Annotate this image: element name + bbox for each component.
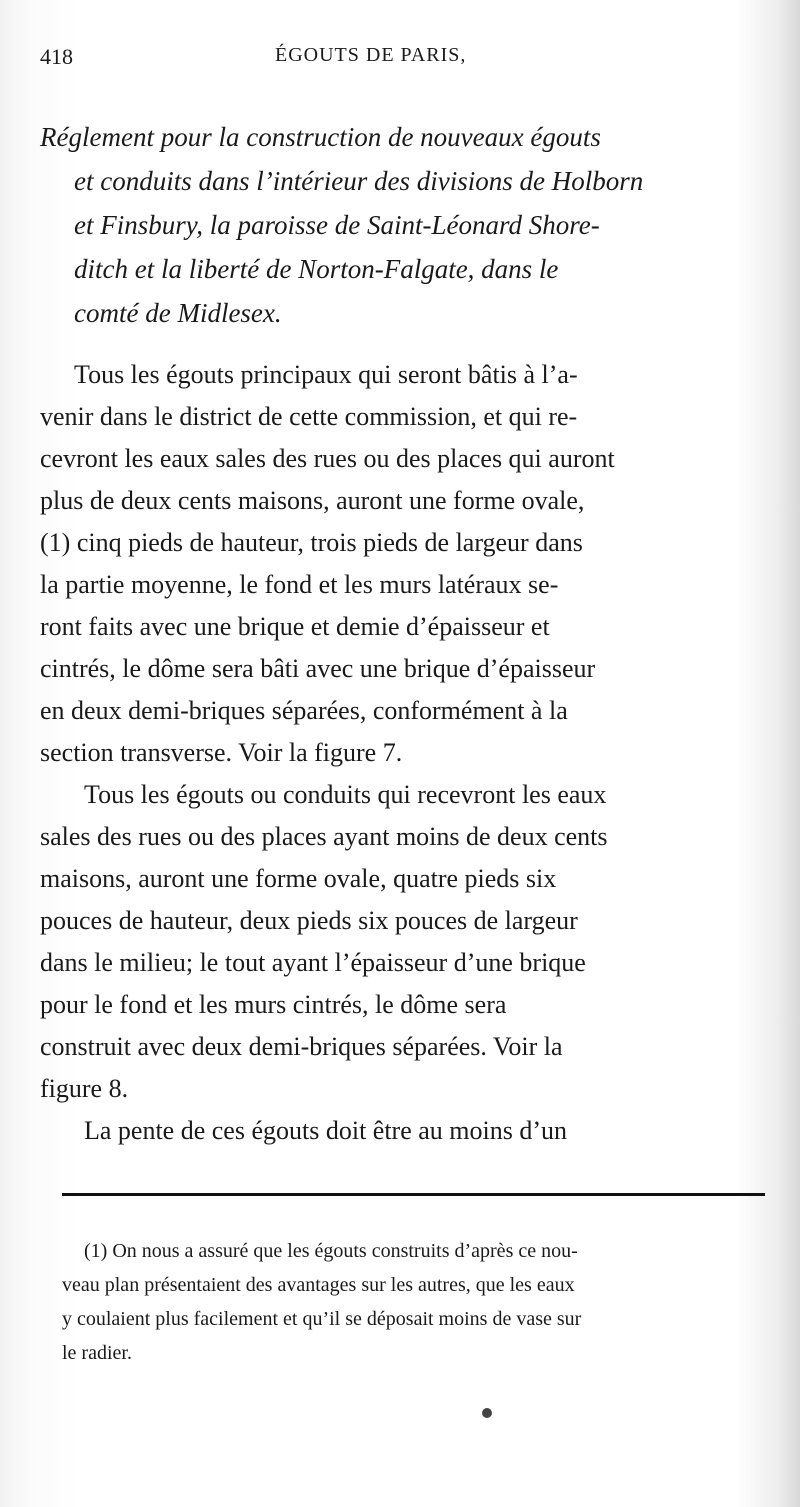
body-line: cevront les eaux sales des rues ou des places qui auront bbox=[40, 444, 615, 473]
body-line: Tous les égouts ou conduits qui recevront les eaux bbox=[84, 780, 607, 809]
body-line: (1) cinq pieds de hauteur, trois pieds de largeur dans bbox=[40, 528, 583, 557]
title-line: ditch et la liberté de Norton-Falgate, dans le bbox=[74, 254, 559, 284]
body-line: section transverse. Voir la figure 7. bbox=[40, 738, 403, 767]
body-line: construit avec deux demi-briques séparées. Voir la bbox=[40, 1032, 563, 1061]
title-line: et conduits dans l’intérieur des divisions de Holborn bbox=[74, 166, 644, 196]
footnote-line: y coulaient plus facilement et qu’il se déposait moins de vase sur bbox=[62, 1308, 582, 1330]
title-line: comté de Midlesex. bbox=[74, 298, 282, 328]
body-line: la partie moyenne, le fond et les murs latéraux se- bbox=[40, 570, 559, 599]
footnote-line: (1) On nous a assuré que les égouts construits d’après ce nou- bbox=[84, 1240, 578, 1262]
body-line: dans le milieu; le tout ayant l’épaisseur d’une brique bbox=[40, 948, 586, 977]
body-line: en deux demi-briques séparées, conformément à la bbox=[40, 696, 568, 725]
ink-blot bbox=[482, 1408, 492, 1418]
footnote-line: veau plan présentaient des avantages sur les autres, que les eaux bbox=[62, 1274, 575, 1296]
body-line: maisons, auront une forme ovale, quatre pieds six bbox=[40, 864, 557, 893]
body-line: La pente de ces égouts doit être au moins d’un bbox=[84, 1116, 568, 1145]
title-line: et Finsbury, la paroisse de Saint-Léonard Shore- bbox=[74, 210, 600, 240]
body-line: pouces de hauteur, deux pieds six pouces de largeur bbox=[40, 906, 578, 935]
body-line: ront faits avec une brique et demie d’épaisseur et bbox=[40, 612, 550, 641]
body-line: sales des rues ou des places ayant moins de deux cents bbox=[40, 822, 608, 851]
title-line: Réglement pour la construction de nouveaux égouts bbox=[40, 122, 601, 152]
page-number: 418 bbox=[40, 44, 73, 69]
page-header bbox=[0, 44, 800, 80]
body-line: Tous les égouts principaux qui seront bâtis à l’a- bbox=[74, 360, 578, 389]
body-line: plus de deux cents maisons, auront une forme ovale, bbox=[40, 486, 585, 515]
body-line: venir dans le district de cette commission, et qui re- bbox=[40, 402, 578, 431]
footnote-rule bbox=[62, 1193, 765, 1196]
running-title: ÉGOUTS DE PARIS, bbox=[275, 44, 467, 66]
body-line: cintrés, le dôme sera bâti avec une brique d’épaisseur bbox=[40, 654, 596, 683]
body-line: figure 8. bbox=[40, 1074, 129, 1103]
body-line: pour le fond et les murs cintrés, le dôme sera bbox=[40, 990, 507, 1019]
footnote-line: le radier. bbox=[62, 1342, 132, 1364]
